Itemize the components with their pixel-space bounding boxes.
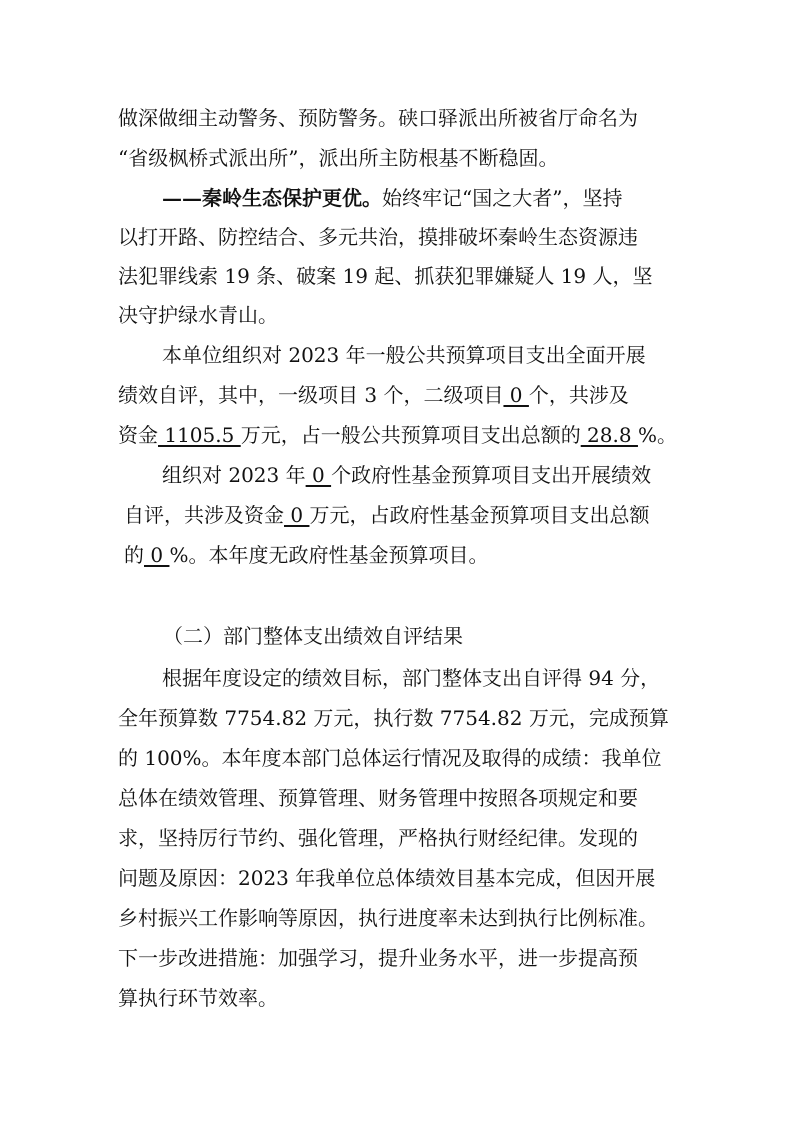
line-text: 总体在绩效管理、预算管理、财务管理中按照各项规定和要: [118, 786, 638, 810]
line-text: 下一步改进措施：加强学习，提升业务水平，进一步提高预: [118, 946, 638, 970]
line-text: 乡村振兴工作影响等原因，执行进度率未达到执行比例标准。: [118, 906, 658, 930]
line-text: 以打开路、防控结合、多元共治，摸排破坏秦岭生态资源违: [118, 225, 638, 249]
heading-text: （二）部门整体支出绩效自评结果: [163, 624, 463, 648]
line-text: 的 100%。本年度本部门总体运行情况及取得的成绩：我单位: [118, 746, 662, 770]
paragraph-line: [118, 381, 688, 409]
paragraph-line: [118, 904, 693, 932]
paragraph-line: [162, 341, 692, 369]
line-text: 算执行环节效率。: [118, 986, 278, 1010]
paragraph-line: [118, 223, 688, 251]
line-text: 问题及原因：2023 年我单位总体绩效目基本完成，但因开展: [118, 866, 656, 890]
underlined-value: 28.8: [580, 423, 638, 447]
line-text: 求，坚持厉行节约、强化管理，严格执行财经纪律。发现的: [118, 826, 638, 850]
line-text: 绩效自评，其中，一级项目 3 个，二级项目: [118, 383, 504, 407]
paragraph-line: [118, 744, 688, 772]
line-text: 根据年度设定的绩效目标，部门整体支出自评得 94 分，: [162, 666, 661, 690]
paragraph-line: [118, 984, 688, 1012]
paragraph-line: [118, 104, 688, 132]
line-text: 法犯罪线索 19 条、破案 19 起、抓获犯罪嫌疑人 19 人，坚: [118, 264, 653, 288]
line-text: 本单位组织对 2023 年一般公共预算项目支出全面开展: [162, 343, 646, 367]
paragraph-line: [162, 461, 692, 489]
paragraph-line: [124, 541, 689, 569]
line-text: %。: [637, 423, 677, 447]
underlined-value: 0: [503, 383, 529, 407]
underlined-value: 0: [144, 543, 170, 567]
line-text: 始终牢记“国之大者”，坚持: [382, 186, 623, 210]
line-text: 决守护绿水青山。: [118, 303, 278, 327]
section-heading: [163, 622, 693, 650]
line-text: 资金: [118, 423, 158, 447]
underlined-value: 0: [284, 503, 310, 527]
underlined-value: 1105.5: [158, 423, 241, 447]
paragraph-line: [162, 664, 692, 692]
line-text: %。本年度无政府性基金预算项目。: [169, 543, 489, 567]
paragraph-line: [162, 184, 692, 212]
paragraph-line: [118, 421, 693, 449]
line-text: 的: [124, 543, 144, 567]
paragraph-line: [118, 144, 688, 172]
line-text: 自评，共涉及资金: [124, 503, 284, 527]
paragraph-line: [118, 944, 688, 972]
paragraph-line: [118, 262, 688, 290]
line-text: 做深做细主动警务、预防警务。硖口驿派出所被省厅命名为: [118, 106, 638, 130]
line-text: 全年预算数 7754.82 万元，执行数 7754.82 万元，完成预算: [118, 706, 669, 730]
line-text: 万元，占一般公共预算项目支出总额的: [240, 423, 581, 447]
paragraph-line: [118, 704, 688, 732]
line-text: 个，共涉及: [528, 383, 629, 407]
line-text: 万元，占政府性基金预算项目支出总额: [309, 503, 650, 527]
line-text: “省级枫桥式派出所”，派出所主防根基不断稳固。: [118, 146, 559, 170]
paragraph-line: [118, 864, 688, 892]
paragraph-line: [118, 824, 688, 852]
section-lead-bold: ——秦岭生态保护更优。: [162, 186, 382, 210]
paragraph-line: [124, 501, 689, 529]
paragraph-line: [118, 784, 688, 812]
paragraph-line: [118, 301, 688, 329]
line-text: 个政府性基金预算项目支出开展绩效: [331, 463, 652, 487]
underlined-value: 0: [305, 463, 332, 487]
line-text: 组织对 2023 年: [162, 463, 306, 487]
